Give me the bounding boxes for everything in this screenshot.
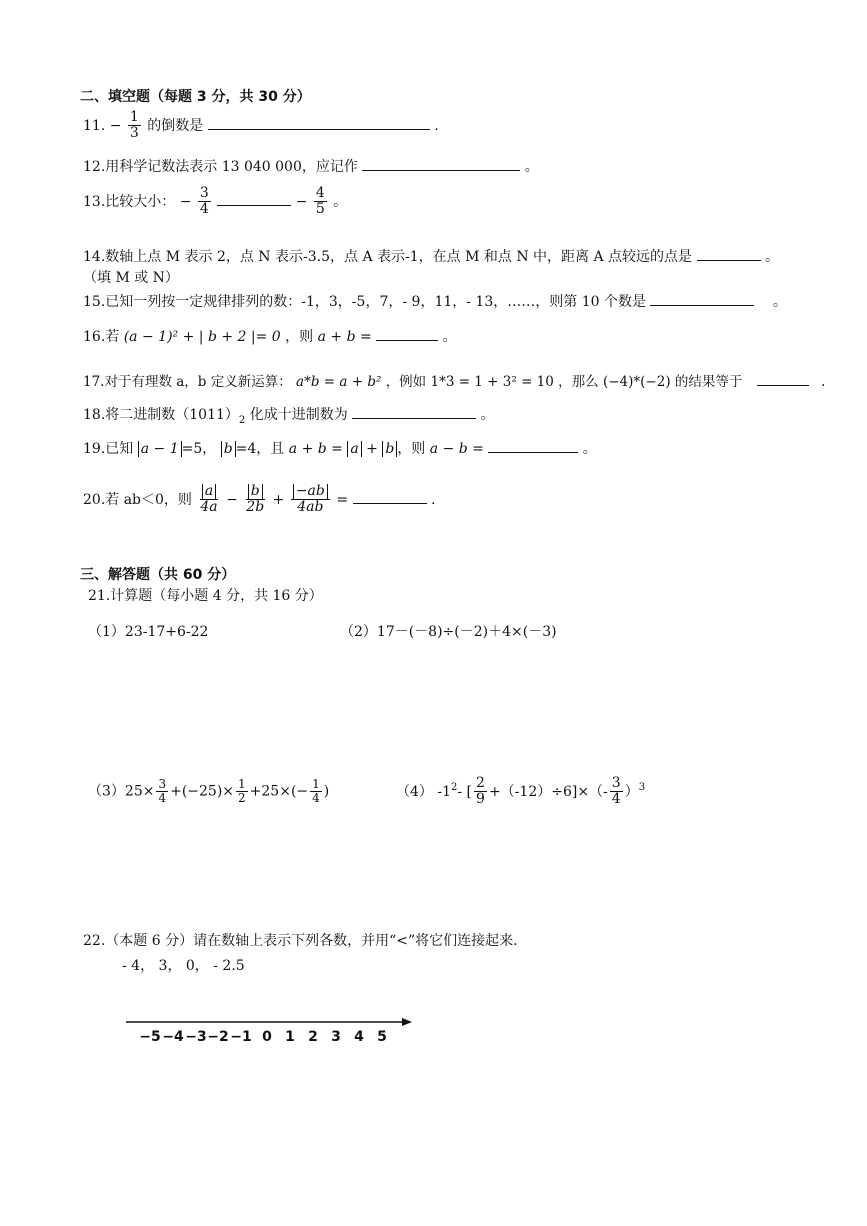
q11-neg: − [109, 117, 122, 134]
q17-expression: (−4)*(−2) [602, 374, 671, 390]
q20-f2-den: 2b [246, 499, 265, 516]
q21-p4-f2-den: 4 [611, 791, 621, 808]
q19-abs-b: b [221, 441, 236, 457]
q13-fraction-1 [198, 186, 211, 218]
q20-fraction-1 [198, 484, 219, 516]
q20-plus: + [272, 491, 285, 508]
question-13 [83, 186, 347, 218]
q11-answer-blank[interactable] [208, 129, 430, 130]
q21-p3-f1-den: 4 [158, 791, 167, 806]
q20-prefix: 20.若 ab＜0，则 [83, 491, 192, 508]
q20-fraction-3 [291, 484, 330, 516]
section-3-title: 三、解答题（共 60 分） [80, 567, 236, 583]
q21-p3-frac-2 [236, 778, 248, 805]
q21-part-2: （2）17－(－8)÷(－2)＋4×(－3) [340, 624, 557, 640]
question-17 [83, 370, 825, 390]
number-line-label: 0 [262, 1029, 272, 1045]
q11-text: 的倒数是 [147, 117, 204, 134]
number-line-label: 4 [354, 1029, 364, 1045]
q16-answer-blank[interactable] [376, 340, 438, 341]
q18-end: 。 [480, 407, 495, 423]
q11-frac-den: 3 [129, 125, 139, 142]
q21-p4-f1-den: 9 [476, 791, 485, 808]
q21-p4-frac-2 [610, 776, 623, 808]
q19-abs-b-2: b [382, 441, 397, 457]
q20-end: . [430, 491, 436, 508]
q17-end: . [820, 374, 826, 390]
q11-number: 11. [83, 117, 106, 134]
q14-text: 14.数轴上点 M 表示 2，点 N 表示-3.5，点 A 表示-1，在点 M 和点 N 中，距离 A 点较远的点是 [83, 249, 693, 265]
q19-prefix: 19.已知 [83, 441, 134, 457]
question-19 [83, 438, 597, 458]
q20-f1-den: 4a [200, 499, 218, 516]
q19-abs-a: a [347, 441, 361, 457]
q18-text-2: 化成十进制数为 [245, 407, 348, 423]
q13-neg1: − [179, 193, 192, 210]
number-line-label: −2 [207, 1029, 229, 1045]
q21-p4-sup: 2 [451, 782, 458, 794]
q21-p4-f1-num: 2 [476, 775, 485, 791]
question-11 [83, 110, 439, 142]
q18-answer-blank[interactable] [352, 418, 476, 419]
q14-answer-blank[interactable] [697, 260, 761, 261]
q17-mid2: ，那么 [558, 374, 599, 390]
q21-p3-frac-1 [156, 778, 168, 805]
q21-p3-f3-num: 1 [312, 777, 320, 791]
number-line-label: 3 [331, 1029, 341, 1045]
q21-p4-c: +（-12）÷6]×（- [488, 783, 608, 800]
q21-part-3 [88, 778, 329, 805]
q17-mid: ，例如 [385, 374, 427, 390]
number-line[interactable] [120, 1012, 420, 1048]
q16-end: 。 [442, 329, 457, 345]
question-20 [83, 484, 435, 516]
q12-answer-blank[interactable] [362, 170, 520, 171]
q13-answer-blank[interactable] [217, 205, 291, 206]
q21-p4-a: （4） -1 [396, 783, 451, 800]
q18-subscript: 2 [238, 414, 246, 426]
number-line-label: 1 [285, 1029, 295, 1045]
q21-p3-f3-den: 4 [312, 791, 320, 806]
q15-answer-blank[interactable] [650, 305, 754, 306]
q19-expression: a + b = [288, 441, 343, 457]
q17-example: 1*3 = 1 + 3² = 10 [430, 374, 554, 390]
q13-fraction-2 [314, 186, 327, 218]
question-21-title: 21.计算题（每小题 4 分，共 16 分） [88, 588, 323, 604]
q19-plus: + [366, 441, 378, 457]
q16-expression-2: a + b [317, 329, 356, 345]
q21-p3-f1-num: 3 [158, 777, 167, 791]
question-16 [83, 326, 457, 346]
q16-prefix: 16.若 [83, 329, 120, 345]
q19-eq1: =5， [181, 441, 217, 457]
q19-eq2: =4，且 [235, 441, 285, 457]
q11-frac-num: 1 [129, 109, 139, 125]
number-line-label: −4 [162, 1029, 184, 1045]
q13-f1-num: 3 [199, 185, 209, 201]
section-2-title: 二、填空题（每题 3 分，共 30 分） [80, 89, 311, 105]
q17-answer-blank[interactable] [757, 385, 809, 386]
question-22-title: 22.（本题 6 分）请在数轴上表示下列各数，并用“<”将它们连接起来. [83, 933, 518, 949]
q13-f1-den: 4 [199, 201, 209, 218]
q20-eq: = [336, 491, 349, 508]
q17-definition: a*b = a + b² [296, 374, 382, 390]
q21-p3-c: +25×(− [249, 783, 309, 800]
q17-prefix: 17.对于有理数 a，b 定义新运算： [83, 374, 292, 390]
q21-p3-f2-num: 1 [238, 777, 246, 791]
q12-text: 12.用科学记数法表示 13 040 000，应记作 [83, 159, 358, 175]
q17-tail: 的结果等于 [674, 374, 743, 390]
q20-f3-num: −ab [293, 484, 328, 499]
q21-p4-f2-num: 3 [611, 775, 621, 791]
q21-p4-b: - [ [457, 783, 473, 800]
q16-mid: ，则 [285, 329, 314, 345]
q19-abs-a-minus-1: a − 1 [138, 441, 182, 457]
q20-f2-num: b [248, 484, 263, 499]
number-line-label: 5 [377, 1029, 387, 1045]
q11-end: . [434, 117, 439, 134]
q13-end: 。 [333, 193, 348, 210]
q21-p3-f2-den: 2 [238, 791, 246, 806]
q12-end: 。 [524, 159, 539, 175]
q13-f2-den: 5 [315, 201, 325, 218]
q21-part-1: （1）23-17+6-22 [88, 624, 209, 640]
q16-expression: (a − 1)² + | b + 2 |= 0 [123, 329, 281, 345]
question-14 [83, 246, 779, 266]
number-line-label: −5 [139, 1029, 161, 1045]
number-line-label: 2 [308, 1029, 318, 1045]
q20-fraction-2 [244, 484, 266, 516]
number-line-label: −1 [230, 1029, 252, 1045]
q21-part-4 [396, 776, 645, 808]
question-18 [83, 404, 495, 426]
q19-expression-2: a − b = [429, 441, 484, 457]
q21-p3-d: ) [323, 783, 330, 800]
q20-minus: − [226, 491, 238, 508]
number-line-labels [139, 1029, 387, 1045]
q21-p3-b: +(−25)× [170, 783, 235, 800]
q20-answer-blank[interactable] [353, 503, 427, 504]
q19-end: 。 [582, 441, 597, 457]
q20-f1-num: a [202, 484, 216, 499]
q14-line-2: （填 M 或 N） [83, 270, 179, 286]
q21-p4-d: ） [624, 783, 639, 800]
q11-fraction [128, 110, 141, 142]
number-line-label: −3 [185, 1029, 207, 1045]
question-15 [83, 291, 787, 311]
number-line-arrow-icon [402, 1018, 412, 1026]
q15-text: 15.已知一列按一定规律排列的数：-1，3，-5，7，- 9，11，- 13，……，则第 10 个数是 [83, 294, 646, 310]
q13-neg2: − [295, 193, 308, 210]
q19-answer-blank[interactable] [488, 452, 578, 453]
q18-text: 18.将二进制数（1011） [83, 407, 239, 423]
q13-prefix: 13.比较大小： [83, 193, 176, 210]
q20-f3-den: 4ab [297, 499, 324, 516]
question-12 [83, 156, 539, 176]
q21-p3-a: （3）25× [88, 783, 155, 800]
q19-mid: ，则 [397, 441, 426, 457]
q16-eq: = [360, 329, 372, 345]
q21-p4-frac-1 [474, 776, 487, 808]
q15-end: 。 [772, 294, 787, 310]
q21-p4-sup-2: 3 [638, 782, 646, 794]
q22-numbers: - 4， 3， 0， - 2.5 [122, 958, 245, 974]
q14-end: 。 [764, 249, 779, 265]
q21-p3-frac-3 [310, 778, 322, 805]
q13-f2-num: 4 [315, 185, 325, 201]
